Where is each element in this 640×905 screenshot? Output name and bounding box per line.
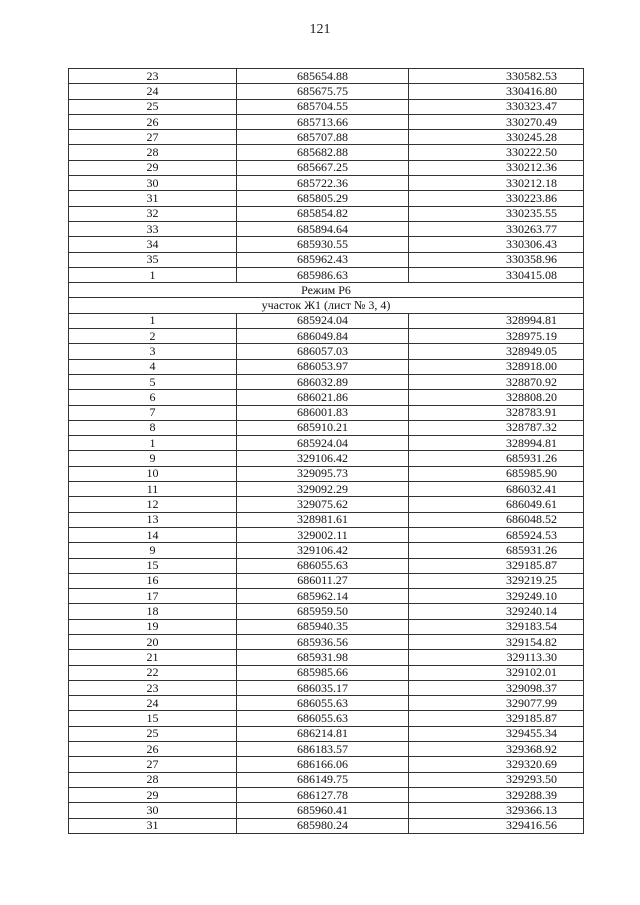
point-number-cell: 17 <box>69 589 237 604</box>
x-coordinate-cell: 685704.55 <box>237 99 409 114</box>
x-coordinate-cell: 685654.88 <box>237 69 409 84</box>
point-number-cell: 12 <box>69 497 237 512</box>
x-coordinate-cell: 685962.14 <box>237 589 409 604</box>
table-row <box>69 130 584 145</box>
point-number-cell: 1 <box>69 267 237 282</box>
y-coordinate-cell: 328994.81 <box>409 313 584 328</box>
point-number-cell: 1 <box>69 313 237 328</box>
y-coordinate-cell: 330223.86 <box>409 191 584 206</box>
y-coordinate-cell: 330323.47 <box>409 99 584 114</box>
table-row <box>69 329 584 344</box>
point-number-cell: 2 <box>69 329 237 344</box>
x-coordinate-cell: 685931.98 <box>237 650 409 665</box>
y-coordinate-cell: 330582.53 <box>409 69 584 84</box>
table-row <box>69 267 584 282</box>
table-row <box>69 237 584 252</box>
x-coordinate-cell: 685924.04 <box>237 436 409 451</box>
point-number-cell: 27 <box>69 757 237 772</box>
point-number-cell: 5 <box>69 374 237 389</box>
table-row <box>69 436 584 451</box>
x-coordinate-cell: 329106.42 <box>237 543 409 558</box>
point-number-cell: 9 <box>69 451 237 466</box>
table-row <box>69 160 584 175</box>
x-coordinate-cell: 685924.04 <box>237 313 409 328</box>
x-coordinate-cell: 686021.86 <box>237 390 409 405</box>
table-row <box>69 512 584 527</box>
y-coordinate-cell: 328808.20 <box>409 390 584 405</box>
x-coordinate-cell: 685980.24 <box>237 818 409 833</box>
x-coordinate-cell: 685959.50 <box>237 604 409 619</box>
point-number-cell: 16 <box>69 573 237 588</box>
y-coordinate-cell: 329288.39 <box>409 787 584 802</box>
x-coordinate-cell: 329106.42 <box>237 451 409 466</box>
point-number-cell: 30 <box>69 803 237 818</box>
point-number-cell: 23 <box>69 680 237 695</box>
point-number-cell: 31 <box>69 191 237 206</box>
table-row <box>69 390 584 405</box>
table-row <box>69 252 584 267</box>
y-coordinate-cell: 330245.28 <box>409 130 584 145</box>
point-number-cell: 24 <box>69 696 237 711</box>
x-coordinate-cell: 329075.62 <box>237 497 409 512</box>
point-number-cell: 15 <box>69 711 237 726</box>
y-coordinate-cell: 330415.08 <box>409 267 584 282</box>
table-row <box>69 344 584 359</box>
x-coordinate-cell: 685805.29 <box>237 191 409 206</box>
point-number-cell: 30 <box>69 176 237 191</box>
area-heading: участок Ж1 (лист № 3, 4) <box>69 298 584 313</box>
table-row <box>69 420 584 435</box>
x-coordinate-cell: 685675.75 <box>237 84 409 99</box>
x-coordinate-cell: 686049.84 <box>237 329 409 344</box>
x-coordinate-cell: 685930.55 <box>237 237 409 252</box>
y-coordinate-cell: 329102.01 <box>409 665 584 680</box>
coordinates-section-b <box>69 313 584 833</box>
point-number-cell: 24 <box>69 84 237 99</box>
y-coordinate-cell: 329077.99 <box>409 696 584 711</box>
table-row <box>69 313 584 328</box>
table-row <box>69 527 584 542</box>
table-row <box>69 99 584 114</box>
x-coordinate-cell: 686183.57 <box>237 742 409 757</box>
y-coordinate-cell: 686049.61 <box>409 497 584 512</box>
y-coordinate-cell: 329185.87 <box>409 711 584 726</box>
table-row <box>69 405 584 420</box>
table-row <box>69 772 584 787</box>
x-coordinate-cell: 685707.88 <box>237 130 409 145</box>
point-number-cell: 35 <box>69 252 237 267</box>
point-number-cell: 34 <box>69 237 237 252</box>
point-number-cell: 6 <box>69 390 237 405</box>
table-row <box>69 482 584 497</box>
y-coordinate-cell: 329455.34 <box>409 726 584 741</box>
table-row <box>69 650 584 665</box>
point-number-cell: 23 <box>69 69 237 84</box>
y-coordinate-cell: 328975.19 <box>409 329 584 344</box>
point-number-cell: 28 <box>69 772 237 787</box>
table-row <box>69 696 584 711</box>
x-coordinate-cell: 685722.36 <box>237 176 409 191</box>
y-coordinate-cell: 685931.26 <box>409 451 584 466</box>
mode-heading-row <box>69 283 584 298</box>
point-number-cell: 22 <box>69 665 237 680</box>
y-coordinate-cell: 330222.50 <box>409 145 584 160</box>
table-row <box>69 558 584 573</box>
point-number-cell: 33 <box>69 221 237 236</box>
point-number-cell: 18 <box>69 604 237 619</box>
y-coordinate-cell: 330358.96 <box>409 252 584 267</box>
point-number-cell: 28 <box>69 145 237 160</box>
y-coordinate-cell: 330416.80 <box>409 84 584 99</box>
y-coordinate-cell: 328949.05 <box>409 344 584 359</box>
table-row <box>69 191 584 206</box>
point-number-cell: 27 <box>69 130 237 145</box>
table-row <box>69 787 584 802</box>
table-row <box>69 589 584 604</box>
table-row <box>69 466 584 481</box>
x-coordinate-cell: 329095.73 <box>237 466 409 481</box>
table-row <box>69 145 584 160</box>
x-coordinate-cell: 685962.43 <box>237 252 409 267</box>
table-row <box>69 711 584 726</box>
y-coordinate-cell: 329366.13 <box>409 803 584 818</box>
x-coordinate-cell: 686127.78 <box>237 787 409 802</box>
table-row <box>69 573 584 588</box>
y-coordinate-cell: 330263.77 <box>409 221 584 236</box>
y-coordinate-cell: 685924.53 <box>409 527 584 542</box>
point-number-cell: 26 <box>69 114 237 129</box>
y-coordinate-cell: 330306.43 <box>409 237 584 252</box>
x-coordinate-cell: 329002.11 <box>237 527 409 542</box>
point-number-cell: 15 <box>69 558 237 573</box>
table-row <box>69 359 584 374</box>
point-number-cell: 14 <box>69 527 237 542</box>
x-coordinate-cell: 686149.75 <box>237 772 409 787</box>
x-coordinate-cell: 686055.63 <box>237 696 409 711</box>
y-coordinate-cell: 330270.49 <box>409 114 584 129</box>
y-coordinate-cell: 329320.69 <box>409 757 584 772</box>
x-coordinate-cell: 685713.66 <box>237 114 409 129</box>
point-number-cell: 7 <box>69 405 237 420</box>
point-number-cell: 21 <box>69 650 237 665</box>
point-number-cell: 10 <box>69 466 237 481</box>
table-row <box>69 604 584 619</box>
y-coordinate-cell: 686048.52 <box>409 512 584 527</box>
x-coordinate-cell: 685986.63 <box>237 267 409 282</box>
y-coordinate-cell: 329185.87 <box>409 558 584 573</box>
x-coordinate-cell: 685854.82 <box>237 206 409 221</box>
point-number-cell: 29 <box>69 787 237 802</box>
table-row <box>69 543 584 558</box>
x-coordinate-cell: 685667.25 <box>237 160 409 175</box>
point-number-cell: 13 <box>69 512 237 527</box>
y-coordinate-cell: 329219.25 <box>409 573 584 588</box>
x-coordinate-cell: 686032.89 <box>237 374 409 389</box>
y-coordinate-cell: 328783.91 <box>409 405 584 420</box>
y-coordinate-cell: 328994.81 <box>409 436 584 451</box>
y-coordinate-cell: 329416.56 <box>409 818 584 833</box>
x-coordinate-cell: 685936.56 <box>237 634 409 649</box>
y-coordinate-cell: 330235.55 <box>409 206 584 221</box>
x-coordinate-cell: 685682.88 <box>237 145 409 160</box>
x-coordinate-cell: 685960.41 <box>237 803 409 818</box>
table-row <box>69 451 584 466</box>
x-coordinate-cell: 686035.17 <box>237 680 409 695</box>
area-heading-row <box>69 298 584 313</box>
table-row <box>69 619 584 634</box>
x-coordinate-cell: 685894.64 <box>237 221 409 236</box>
y-coordinate-cell: 686032.41 <box>409 482 584 497</box>
y-coordinate-cell: 329154.82 <box>409 634 584 649</box>
y-coordinate-cell: 330212.18 <box>409 176 584 191</box>
point-number-cell: 4 <box>69 359 237 374</box>
headings-section <box>69 283 584 314</box>
point-number-cell: 29 <box>69 160 237 175</box>
mode-heading: Режим Р6 <box>69 283 584 298</box>
x-coordinate-cell: 686053.97 <box>237 359 409 374</box>
coordinates-section-a <box>69 69 584 283</box>
x-coordinate-cell: 686055.63 <box>237 711 409 726</box>
y-coordinate-cell: 328918.00 <box>409 359 584 374</box>
point-number-cell: 9 <box>69 543 237 558</box>
point-number-cell: 19 <box>69 619 237 634</box>
x-coordinate-cell: 685940.35 <box>237 619 409 634</box>
table-row <box>69 206 584 221</box>
y-coordinate-cell: 329098.37 <box>409 680 584 695</box>
table-row <box>69 680 584 695</box>
point-number-cell: 26 <box>69 742 237 757</box>
table-row <box>69 114 584 129</box>
x-coordinate-cell: 686055.63 <box>237 558 409 573</box>
point-number-cell: 11 <box>69 482 237 497</box>
coordinates-table <box>68 68 584 834</box>
table-row <box>69 221 584 236</box>
x-coordinate-cell: 685910.21 <box>237 420 409 435</box>
table-row <box>69 757 584 772</box>
point-number-cell: 8 <box>69 420 237 435</box>
y-coordinate-cell: 328870.92 <box>409 374 584 389</box>
point-number-cell: 31 <box>69 818 237 833</box>
table-row <box>69 69 584 84</box>
y-coordinate-cell: 329249.10 <box>409 589 584 604</box>
y-coordinate-cell: 330212.36 <box>409 160 584 175</box>
y-coordinate-cell: 329183.54 <box>409 619 584 634</box>
y-coordinate-cell: 685985.90 <box>409 466 584 481</box>
y-coordinate-cell: 329293.50 <box>409 772 584 787</box>
point-number-cell: 1 <box>69 436 237 451</box>
point-number-cell: 25 <box>69 99 237 114</box>
page-number: 121 <box>309 22 331 37</box>
y-coordinate-cell: 685931.26 <box>409 543 584 558</box>
point-number-cell: 32 <box>69 206 237 221</box>
x-coordinate-cell: 328981.61 <box>237 512 409 527</box>
y-coordinate-cell: 328787.32 <box>409 420 584 435</box>
table-row <box>69 374 584 389</box>
table-row <box>69 803 584 818</box>
point-number-cell: 3 <box>69 344 237 359</box>
x-coordinate-cell: 686011.27 <box>237 573 409 588</box>
table-row <box>69 176 584 191</box>
table-row <box>69 742 584 757</box>
table-row <box>69 634 584 649</box>
table-row <box>69 726 584 741</box>
table-row <box>69 84 584 99</box>
x-coordinate-cell: 686166.06 <box>237 757 409 772</box>
x-coordinate-cell: 686001.83 <box>237 405 409 420</box>
point-number-cell: 25 <box>69 726 237 741</box>
x-coordinate-cell: 685985.66 <box>237 665 409 680</box>
table-row <box>69 665 584 680</box>
x-coordinate-cell: 686057.03 <box>237 344 409 359</box>
table-row <box>69 818 584 833</box>
y-coordinate-cell: 329368.92 <box>409 742 584 757</box>
y-coordinate-cell: 329240.14 <box>409 604 584 619</box>
y-coordinate-cell: 329113.30 <box>409 650 584 665</box>
x-coordinate-cell: 686214.81 <box>237 726 409 741</box>
x-coordinate-cell: 329092.29 <box>237 482 409 497</box>
table-row <box>69 497 584 512</box>
point-number-cell: 20 <box>69 634 237 649</box>
